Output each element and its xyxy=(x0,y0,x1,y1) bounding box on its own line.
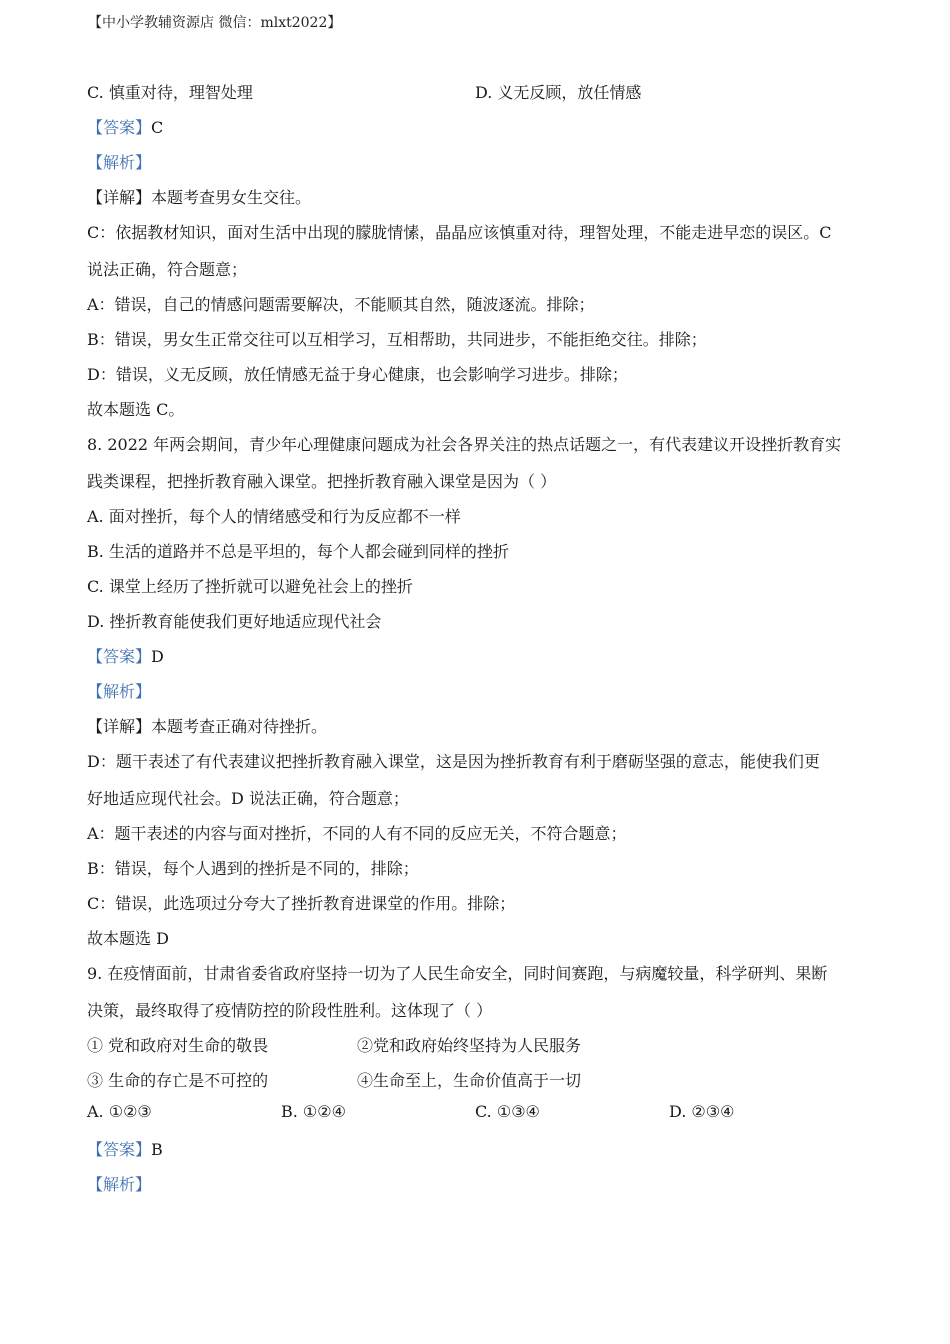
q7-option-c: C. 慎重对待，理智处理 xyxy=(87,83,253,102)
answer-value: B xyxy=(151,1140,163,1159)
q8-explain-line: A：题干表述的内容与面对挫折，不同的人有不同的反应无关，不符合题意； xyxy=(87,824,627,843)
q8-option-a: A. 面对挫折，每个人的情绪感受和行为反应都不一样 xyxy=(87,507,461,526)
q9-stem: 9. 在疫情面前，甘肃省委省政府坚持一切为了人民生命安全，同时间赛跑，与病魔较量，科学研判、果断 xyxy=(87,964,828,983)
q9-answer xyxy=(87,1137,163,1160)
answer-tag: 【答案】 xyxy=(87,118,152,137)
q7-explain-line: 说法正确，符合题意； xyxy=(87,260,248,279)
q8-option-c: C. 课堂上经历了挫折就可以避免社会上的挫折 xyxy=(87,577,413,596)
q9-stem: 决策，最终取得了疫情防控的阶段性胜利。这体现了（ ） xyxy=(87,1001,493,1020)
q7-conclusion: 故本题选 C。 xyxy=(87,400,185,419)
q7-explain-line: B：错误，男女生正常交往可以互相学习，互相帮助，共同进步，不能拒绝交往。排除； xyxy=(87,330,707,349)
q9-item-3: ③ 生命的存亡是不可控的 xyxy=(87,1071,269,1090)
q7-explain-line: A：错误，自己的情感问题需要解决，不能顺其自然，随波逐流。排除； xyxy=(87,295,595,314)
q9-option-b: B. ①②④ xyxy=(281,1102,346,1121)
q9-item-2: ②党和政府始终坚持为人民服务 xyxy=(357,1036,582,1055)
q8-explain-line: C：错误，此选项过分夸大了挫折教育进课堂的作用。排除； xyxy=(87,894,516,913)
page-header: 【中小学教辅资源店 微信：mlxt2022】 xyxy=(88,15,342,31)
q7-analysis-tag: 【解析】 xyxy=(87,153,152,172)
q9-option-a: A. ①②③ xyxy=(87,1102,152,1121)
q9-option-d: D. ②③④ xyxy=(669,1102,735,1121)
q7-detail: 【详解】本题考查男女生交往。 xyxy=(87,188,312,207)
answer-tag: 【答案】 xyxy=(87,647,152,666)
q8-stem: 践类课程，把挫折教育融入课堂。把挫折教育融入课堂是因为（ ） xyxy=(87,472,557,491)
q8-detail: 【详解】本题考查正确对待挫折。 xyxy=(87,717,328,736)
q7-explain-line: D：错误，义无反顾，放任情感无益于身心健康，也会影响学习进步。排除； xyxy=(87,365,628,384)
q7-option-d: D. 义无反顾，放任情感 xyxy=(475,83,642,102)
q8-explain-line: D：题干表述了有代表建议把挫折教育融入课堂，这是因为挫折教育有利于磨砺坚强的意志，能使我们更 xyxy=(87,752,820,771)
q9-item-4: ④生命至上，生命价值高于一切 xyxy=(357,1071,582,1090)
q8-option-d: D. 挫折教育能使我们更好地适应现代社会 xyxy=(87,612,382,631)
q7-answer xyxy=(87,115,163,138)
q8-answer xyxy=(87,644,164,667)
q8-conclusion: 故本题选 D xyxy=(87,929,169,948)
answer-value: D xyxy=(151,647,164,666)
q8-explain-line: 好地适应现代社会。D 说法正确，符合题意； xyxy=(87,789,409,808)
q9-analysis-tag: 【解析】 xyxy=(87,1175,152,1194)
q9-item-1: ① 党和政府对生命的敬畏 xyxy=(87,1036,269,1055)
answer-value: C xyxy=(151,118,164,137)
answer-tag: 【答案】 xyxy=(87,1140,152,1159)
q8-analysis-tag: 【解析】 xyxy=(87,682,152,701)
q8-option-b: B. 生活的道路并不总是平坦的，每个人都会碰到同样的挫折 xyxy=(87,542,509,561)
q8-stem: 8. 2022 年两会期间，青少年心理健康问题成为社会各界关注的热点话题之一，有代表建议开设挫折教育实 xyxy=(87,435,842,454)
q8-explain-line: B：错误，每个人遇到的挫折是不同的，排除； xyxy=(87,859,419,878)
q7-explain-line: C：依据教材知识，面对生活中出现的朦胧情愫，晶晶应该慎重对待，理智处理，不能走进早恋的误区。C xyxy=(87,223,832,242)
q9-option-c: C. ①③④ xyxy=(475,1102,540,1121)
